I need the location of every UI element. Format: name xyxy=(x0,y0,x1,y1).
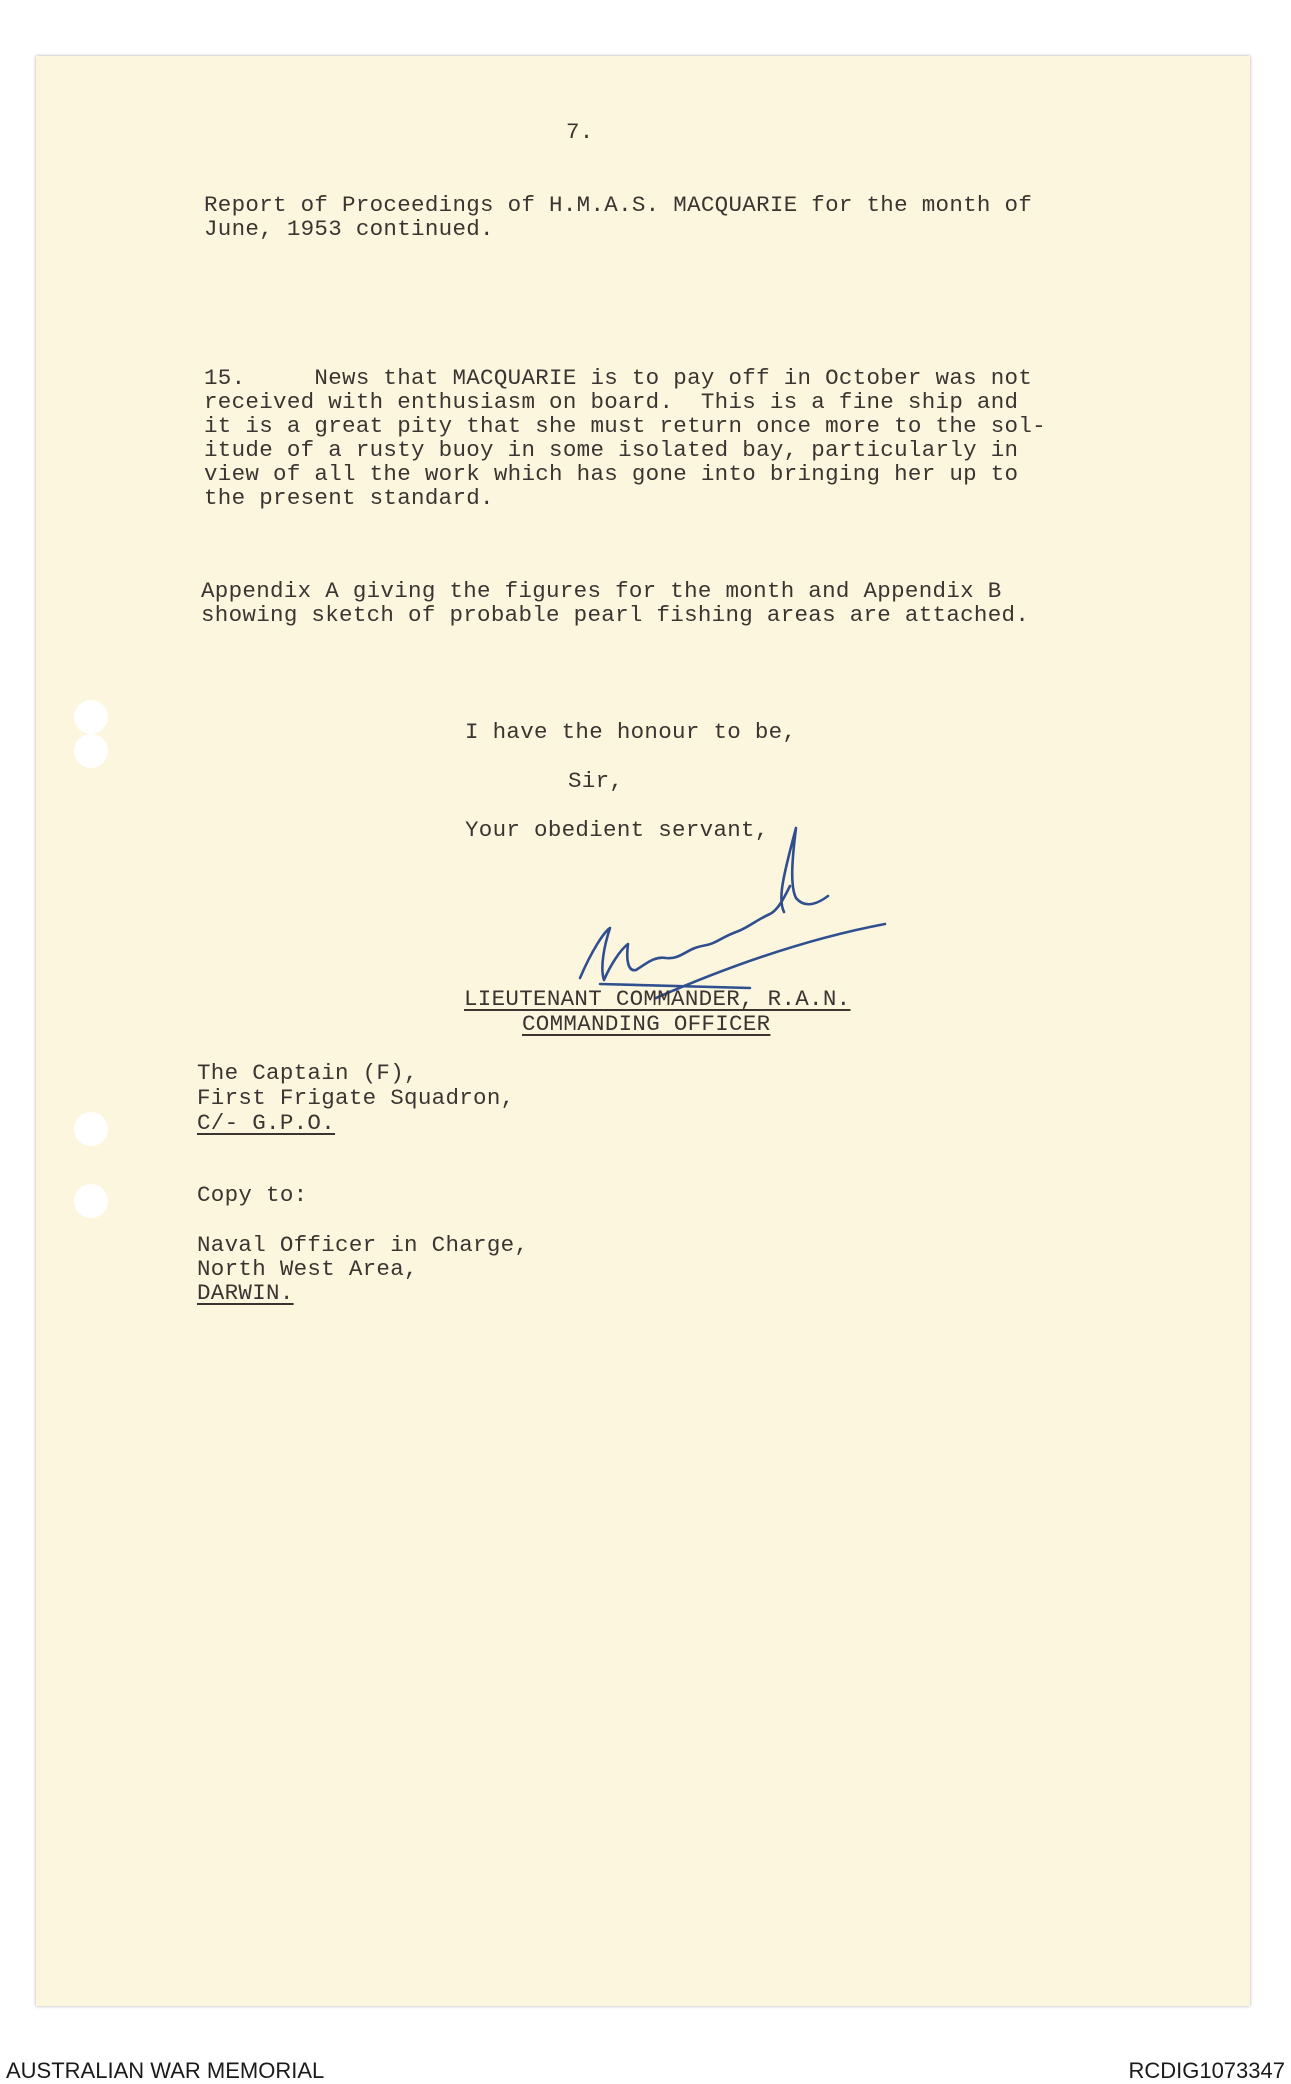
footer-archive-name: AUSTRALIAN WAR MEMORIAL xyxy=(6,2058,325,2083)
punch-hole xyxy=(74,1112,108,1146)
paragraph-15-line-4: itude of a rusty buoy in some isolated bay, particularly in xyxy=(204,437,1019,463)
punch-hole xyxy=(74,1184,108,1218)
punch-hole xyxy=(74,734,108,768)
copy-to-line-3: DARWIN. xyxy=(197,1280,294,1306)
addressee-line-2: First Frigate Squadron, xyxy=(197,1085,515,1111)
copy-to-label: Copy to: xyxy=(197,1182,308,1208)
paragraph-15-line-1: 15. News that MACQUARIE is to pay off in October was not xyxy=(204,365,1033,391)
closing-servant: Your obedient servant, xyxy=(465,817,769,843)
page-number: 7. xyxy=(566,119,594,145)
punch-hole xyxy=(74,700,108,734)
appendix-line-2: showing sketch of probable pearl fishing areas are attached. xyxy=(201,602,1030,628)
appendix-line-1: Appendix A giving the figures for the month and Appendix B xyxy=(201,578,1002,604)
closing-sir: Sir, xyxy=(568,768,624,794)
closing-honour: I have the honour to be, xyxy=(465,719,797,745)
addressee-line-3: C/- G.P.O. xyxy=(197,1110,336,1136)
addressee-line-1: The Captain (F), xyxy=(197,1060,418,1086)
paragraph-15-line-3: it is a great pity that she must return once more to the sol- xyxy=(204,413,1046,439)
report-heading-line-2: June, 1953 continued. xyxy=(204,216,494,242)
paragraph-15-line-6: the present standard. xyxy=(204,485,494,511)
signatory-title: COMMANDING OFFICER xyxy=(522,1011,771,1037)
paragraph-15-line-5: view of all the work which has gone into bringing her up to xyxy=(204,461,1019,487)
signatory-rank: LIEUTENANT COMMANDER, R.A.N. xyxy=(464,986,851,1012)
copy-to-line-1: Naval Officer in Charge, xyxy=(197,1232,529,1258)
report-heading-line-1: Report of Proceedings of H.M.A.S. MACQUARIE for the month of xyxy=(204,192,1033,218)
paragraph-15-line-2: received with enthusiasm on board. This is a fine ship and xyxy=(204,389,1019,415)
footer-record-id: RCDIG1073347 xyxy=(1128,2058,1285,2083)
copy-to-line-2: North West Area, xyxy=(197,1256,418,1282)
